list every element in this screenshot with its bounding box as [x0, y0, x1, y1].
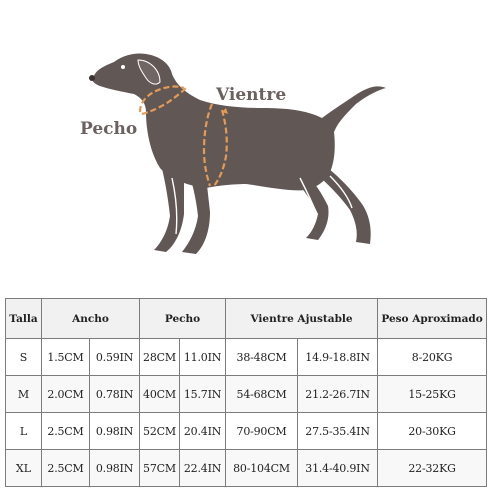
weight-cell: 15-25KG	[378, 376, 487, 413]
dog-silhouette-icon	[92, 53, 386, 254]
belly-cm-cell: 70-90CM	[226, 413, 298, 450]
size-cell: XL	[6, 450, 42, 487]
size-cell: M	[6, 376, 42, 413]
size-cell: L	[6, 413, 42, 450]
belly-cm-cell: 38-48CM	[226, 339, 298, 376]
header-size: Talla	[6, 299, 42, 339]
weight-cell: 8-20KG	[378, 339, 487, 376]
belly-in-cell: 27.5-35.4IN	[298, 413, 378, 450]
belly-cm-cell: 54-68CM	[226, 376, 298, 413]
width-in-cell: 0.98IN	[90, 450, 140, 487]
chest-in-cell: 11.0IN	[180, 339, 226, 376]
belly-in-cell: 21.2-26.7IN	[298, 376, 378, 413]
belly-in-cell: 14.9-18.8IN	[298, 339, 378, 376]
header-chest: Pecho	[140, 299, 226, 339]
table-row	[6, 450, 487, 487]
width-cm-cell: 1.5CM	[42, 339, 90, 376]
header-width: Ancho	[42, 299, 140, 339]
size-cell: S	[6, 339, 42, 376]
chest-in-cell: 15.7IN	[180, 376, 226, 413]
chest-label: Pecho	[80, 119, 138, 139]
table-header-row	[6, 299, 487, 339]
dog-eye-icon	[121, 65, 125, 69]
size-chart-table	[5, 298, 487, 487]
weight-cell: 20-30KG	[378, 413, 487, 450]
width-cm-cell: 2.5CM	[42, 450, 90, 487]
chest-in-cell: 22.4IN	[180, 450, 226, 487]
belly-label: Vientre	[216, 85, 287, 105]
width-in-cell: 0.78IN	[90, 376, 140, 413]
width-cm-cell: 2.0CM	[42, 376, 90, 413]
weight-cell: 22-32KG	[378, 450, 487, 487]
chest-cm-cell: 52CM	[140, 413, 180, 450]
table-row	[6, 376, 487, 413]
width-in-cell: 0.98IN	[90, 413, 140, 450]
chest-in-cell: 20.4IN	[180, 413, 226, 450]
chest-cm-cell: 28CM	[140, 339, 180, 376]
table-row	[6, 339, 487, 376]
header-weight: Peso Aproximado	[378, 299, 487, 339]
width-in-cell: 0.59IN	[90, 339, 140, 376]
table-row	[6, 413, 487, 450]
belly-cm-cell: 80-104CM	[226, 450, 298, 487]
chest-cm-cell: 40CM	[140, 376, 180, 413]
width-cm-cell: 2.5CM	[42, 413, 90, 450]
dog-nose-icon	[89, 75, 95, 81]
chest-cm-cell: 57CM	[140, 450, 180, 487]
header-belly: Vientre Ajustable	[226, 299, 378, 339]
belly-in-cell: 31.4-40.9IN	[298, 450, 378, 487]
